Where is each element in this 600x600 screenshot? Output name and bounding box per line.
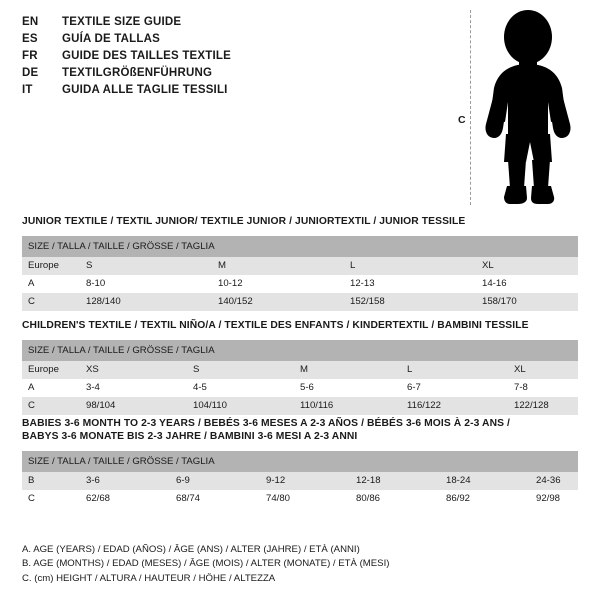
row-label: C [22,397,80,415]
language-title: TEXTILGRÖßENFÜHRUNG [62,67,213,79]
table-row [22,275,578,293]
row-label: A [22,379,80,397]
cell: 62/68 [80,490,170,508]
cell: 14-16 [476,275,578,293]
cell: 3-4 [80,379,187,397]
table-row [22,257,578,275]
legend-block [22,543,389,587]
cell: 12-18 [350,472,440,490]
language-title-block [22,16,322,101]
language-code: IT [22,84,33,96]
row-label: Europe [22,361,80,379]
measure-label-c: C [458,114,466,126]
section-title-babies-line1: BABIES 3-6 MONTH TO 2-3 YEARS / BEBÉS 3-6 MESES A 2-3 AÑOS / BÉBÉS 3-6 MOIS À 2-3 ANS / [22,418,510,429]
legend-line-c: C. (cm) HEIGHT / ALTURA / HAUTEUR / HÖHE / ALTEZZA [22,572,276,584]
children-size-table [22,340,578,415]
language-row-fr [22,50,322,67]
cell: L [401,361,508,379]
section-title-children: CHILDREN'S TEXTILE / TEXTIL NIÑO/A / TEXTILE DES ENFANTS / KINDERTEXTIL / BAMBINI TESSILE [22,320,529,331]
language-code: DE [22,67,39,79]
cell: XS [80,361,187,379]
cell: 140/152 [212,293,344,311]
table-header-label: SIZE / TALLA / TAILLE / GRÖSSE / TAGLIA [22,340,578,361]
cell: 6-7 [401,379,508,397]
measure-dashed-line [470,10,471,205]
section-title-babies [22,417,510,443]
cell: XL [508,361,578,379]
cell: 110/116 [294,397,401,415]
cell: XL [476,257,578,275]
cell: 24-36 [530,472,578,490]
row-label: B [22,472,80,490]
table-header-label: SIZE / TALLA / TAILLE / GRÖSSE / TAGLIA [22,451,578,472]
cell: 8-10 [80,275,212,293]
legend-line-b: B. AGE (MONTHS) / EDAD (MESES) / ÂGE (MOIS) / ALTER (MONATE) / ETÀ (MESI) [22,558,390,569]
cell: 9-12 [260,472,350,490]
language-row-de [22,67,322,84]
table-row [22,379,578,397]
cell: S [80,257,212,275]
language-code: EN [22,16,39,28]
language-code: ES [22,33,38,45]
legend-line-a: A. AGE (YEARS) / EDAD (AÑOS) / ÂGE (ANS) / ALTER (JAHRE) / ETÀ (ANNI) [22,543,360,555]
toddler-silhouette-icon [474,10,582,205]
cell: 68/74 [170,490,260,508]
language-title: GUÍA DE TALLAS [62,33,160,45]
table-row [22,361,578,379]
cell: L [344,257,476,275]
language-row-en [22,16,322,33]
row-label: Europe [22,257,80,275]
table-row [22,293,578,311]
row-label: A [22,275,80,293]
row-label: C [22,293,80,311]
language-title: GUIDA ALLE TAGLIE TESSILI [62,84,228,96]
babies-size-table [22,451,578,508]
cell: 104/110 [187,397,294,415]
cell: 10-12 [212,275,344,293]
cell: 122/128 [508,397,578,415]
cell: 18-24 [440,472,530,490]
language-row-it [22,84,322,101]
cell: 4-5 [187,379,294,397]
cell: M [294,361,401,379]
table-header-row [22,451,578,472]
cell: 3-6 [80,472,170,490]
language-code: FR [22,50,38,62]
table-header-row [22,340,578,361]
cell: 7-8 [508,379,578,397]
cell: 158/170 [476,293,578,311]
cell: 12-13 [344,275,476,293]
cell: M [212,257,344,275]
height-measure-figure [452,10,582,205]
cell: 6-9 [170,472,260,490]
table-header-row [22,236,578,257]
section-title-junior: JUNIOR TEXTILE / TEXTIL JUNIOR/ TEXTILE JUNIOR / JUNIORTEXTIL / JUNIOR TESSILE [22,216,466,227]
table-row [22,472,578,490]
language-row-es [22,33,322,50]
cell: 128/140 [80,293,212,311]
cell: 5-6 [294,379,401,397]
junior-size-table [22,236,578,311]
cell: 86/92 [440,490,530,508]
table-row [22,490,578,508]
language-title: GUIDE DES TAILLES TEXTILE [62,50,231,62]
cell: 152/158 [344,293,476,311]
section-title-babies-line2: BABYS 3-6 MONATE BIS 2-3 JAHRE / BAMBINI 3-6 MESI A 2-3 ANNI [22,431,358,442]
cell: 98/104 [80,397,187,415]
language-title: TEXTILE SIZE GUIDE [62,16,182,28]
cell: 116/122 [401,397,508,415]
table-header-label: SIZE / TALLA / TAILLE / GRÖSSE / TAGLIA [22,236,578,257]
table-row [22,397,578,415]
cell: S [187,361,294,379]
cell: 74/80 [260,490,350,508]
cell: 92/98 [530,490,578,508]
cell: 80/86 [350,490,440,508]
row-label: C [22,490,80,508]
